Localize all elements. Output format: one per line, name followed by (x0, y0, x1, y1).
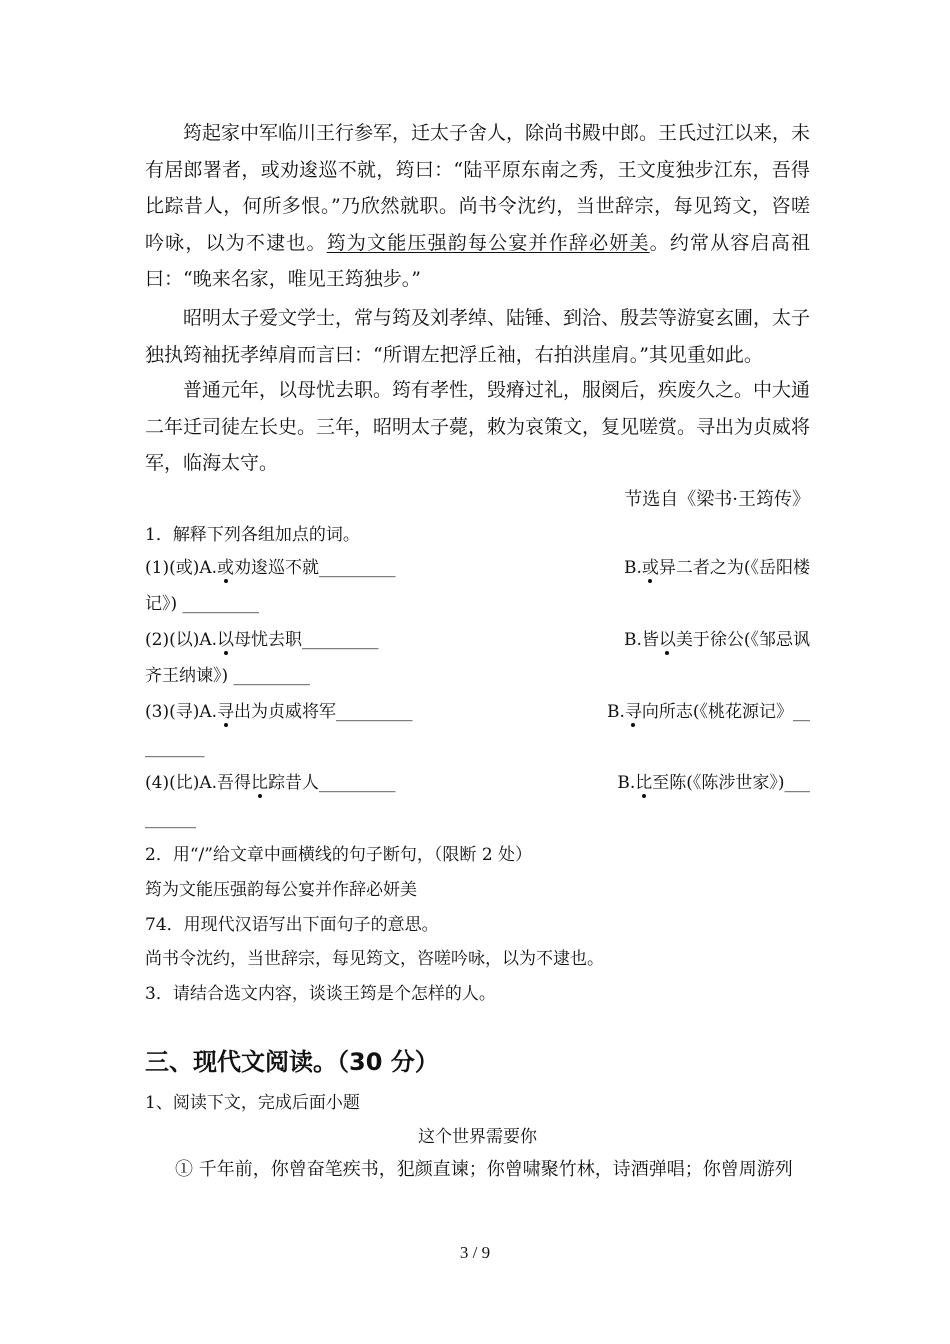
question-1-title: 1．解释下列各组加点的词。 (145, 525, 360, 545)
underlined-sentence: 筠为文能压强韵每公宴并作辞必妍美 (326, 231, 650, 254)
question-2-title: 2．用“/”给文章中画横线的句子断句，（限断 2 处） (145, 845, 533, 865)
paragraph-text-end: 。约常从容启高祖曰：“晚来名家，唯见王筠独步。” (145, 231, 810, 290)
question-1-item-4-cont: ______ (145, 809, 196, 829)
article-first-line: ① 千年前，你曾奋笔疾书，犯颜直谏；你曾啸聚竹林，诗酒弹唱；你曾周游列 (175, 1159, 793, 1180)
page-number: 3 / 9 (459, 1243, 491, 1262)
item-part-a: (3)(寻)A.寻出为贞威将军_________ (145, 702, 413, 722)
dotted-word: 寻 (624, 702, 642, 722)
question-74-title: 74．用现代汉语写出下面句子的意思。 (145, 915, 439, 935)
question-3-title: 3．请结合选文内容，谈谈王筠是个怎样的人。 (145, 984, 496, 1004)
dotted-word: 或 (217, 558, 235, 578)
section-3-instruction: 1、阅读下文，完成后面小题 (145, 1093, 360, 1113)
question-1-item-1-cont: 记》) _________ (145, 594, 260, 614)
item-part-a: (1)(或)A.或劝逡巡不就_________ (145, 558, 396, 578)
dotted-word: 或 (641, 558, 659, 578)
question-74-sentence: 尚书令沈约，当世辞宗，每见筠文，咨嗟吟咏，以为不逮也。 (145, 949, 604, 969)
item-part-b: B.或异二者之为(《岳阳楼 (623, 558, 810, 578)
item-part-b: B.寻向所志(《桃花源记》__ (606, 702, 810, 722)
dotted-word: 以 (217, 630, 235, 650)
item-part-b: B.皆以美于徐公(《邹忌讽 (623, 630, 810, 650)
passage-paragraph-3: 普通元年，以母忧去职。筠有孝性，毁瘠过礼，服阕后，疾废久之。中大通二年迁司徒左长史。三年，昭明太子薨，敕为哀策文，复见嗟赏。寻出为贞威将军，临海太守。 (145, 379, 811, 474)
question-2-sentence: 筠为文能压强韵每公宴并作辞必妍美 (145, 880, 417, 900)
dotted-word: 比 (635, 773, 653, 793)
question-1-item-2-cont: 齐王纳谏》) _________ (145, 666, 311, 686)
passage-paragraph-2: 昭明太子爱文学士，常与筠及刘孝绰、陆锤、到洽、殷芸等游宴玄圃，太子独执筠袖抚孝绰肩而言曰：“所谓左把浮丘袖，右拍洪崖肩。”其见重如此。 (145, 307, 811, 366)
dotted-word: 比 (251, 773, 269, 793)
paragraph-text: 筠起家中军临川王行参军，迁太子舍人，除尚书殿中郎。王氏过江以来，未有居郎署者，或劝逡巡不就，筠曰：“陆平原东南之秀，王文度独步江东，吾得比踪昔人，何所多恨。”乃欣然就职。尚书令沈约，当世辞宗，每见筠文，咨嗟吟咏，以为不逮也。 (145, 122, 811, 254)
item-part-a: (2)(以)A.以母忧去职_________ (145, 630, 379, 650)
article-title: 这个世界需要你 (418, 1127, 537, 1147)
question-1-item-3-cont: _______ (145, 738, 205, 758)
passage-paragraph-1 (145, 115, 810, 298)
item-part-b: B.比至陈(《陈涉世家》)___ (617, 773, 810, 793)
dotted-word: 以 (658, 630, 676, 650)
section-3-heading: 三、现代文阅读。（30 分） (145, 1048, 439, 1076)
dotted-word: 寻 (217, 702, 235, 722)
passage-source: 节选自《梁书·王筠传》 (624, 489, 810, 510)
item-part-a: (4)(比)A.吾得比踪昔人_________ (145, 773, 396, 793)
